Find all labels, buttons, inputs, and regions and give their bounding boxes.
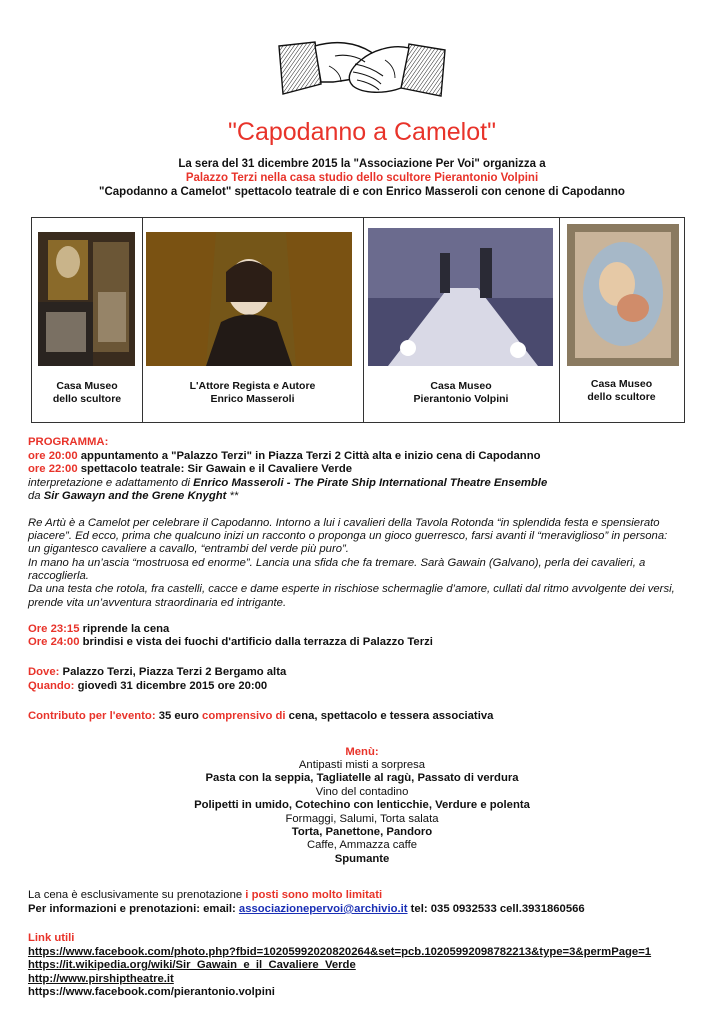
time-3: Ore 23:15	[28, 623, 80, 635]
venue-line: Palazzo Terzi nella casa studio dello scultore Pierantonio Volpini	[185, 172, 539, 184]
menu-item: Torta, Panettone, Pandoro	[291, 826, 433, 838]
photo-cell-1	[32, 218, 143, 422]
story-line-5: raccoglierla.	[28, 570, 89, 582]
date-line	[28, 680, 267, 693]
date-value: giovedì 31 dicembre 2015 ore 20:00	[74, 680, 268, 692]
event-4: brindisi e vista dei fuochi d'artificio dalla terrazza di Palazzo Terzi	[79, 636, 433, 648]
link-3[interactable]	[28, 973, 174, 986]
menu-item: Polipetti in umido, Cotechino con lenticchie, Verdure e polenta	[194, 799, 530, 812]
story-line-2: piacere”. Ed ecco, prima che qualcuno inizi un racconto o proponga un gioco guerresco, farsi avanti il “meraviglioso” in persona:	[28, 530, 668, 542]
schedule-item-4	[28, 636, 433, 649]
photo-caption-3b: Pierantonio Volpini	[413, 393, 509, 405]
page-title: "Capodanno a Camelot"	[228, 118, 496, 146]
ceiling-fresco-photo	[567, 224, 679, 366]
location-line	[28, 666, 286, 679]
location-label: Dove:	[28, 666, 60, 678]
intro-line: La sera del 31 dicembre 2015 la "Associazione Per Voi" organizza a	[178, 158, 546, 170]
source-suffix: **	[226, 490, 239, 502]
photo-cell-3	[363, 218, 560, 422]
contact-line	[28, 903, 585, 916]
photo-caption-4b: dello scultore	[587, 391, 656, 403]
handshake-logo	[275, 36, 449, 106]
email-link[interactable]: associazionepervoi@archivio.it	[238, 903, 408, 915]
menu-item: Spumante	[334, 852, 390, 865]
story-line-1: Re Artù è a Camelot per celebrare il Capodanno. Intorno a lui i cavalieri della Tavola Rotonda “in splendida festa e spensierato	[28, 517, 660, 529]
event-3: riprende la cena	[79, 623, 170, 635]
schedule-item-3	[28, 623, 169, 636]
menu-item: Antipasti misti a sorpresa	[298, 759, 426, 771]
photo-caption-4a: Casa Museo	[590, 378, 653, 390]
museum-room-photo	[38, 232, 135, 366]
link-2[interactable]	[28, 959, 356, 972]
photo-caption-1a: Casa Museo	[56, 380, 118, 392]
location-value: Palazzo Terzi, Piazza Terzi 2 Bergamo alta	[59, 666, 287, 678]
source-title: Sir Gawayn and the Grene Knyght	[43, 490, 227, 502]
photo-caption-2b: Enrico Masseroli	[210, 393, 295, 405]
programma-heading: PROGRAMMA:	[28, 436, 109, 448]
contribution-label: Contributo per l'evento:	[28, 710, 156, 722]
links-heading: Link utili	[28, 932, 75, 944]
date-label: Quando:	[28, 680, 75, 692]
contact-prefix: Per informazioni e prenotazioni: email:	[28, 903, 239, 915]
actor-photo	[146, 232, 352, 366]
dining-room-photo	[368, 228, 553, 366]
event-1: appuntamento a "Palazzo Terzi" in Piazza Terzi 2 Città alta e inizio cena di Capodanno	[77, 450, 541, 462]
facebook-photo-link[interactable]: https://www.facebook.com/photo.php?fbid=10205992020820264&set=pcb.10205992098782213&type=3&permPage=1	[28, 946, 652, 958]
photo-caption-1b: dello scultore	[52, 393, 122, 405]
contribution-items: cena, spettacolo e tessera associativa	[285, 710, 494, 722]
story-line-7: prende vita un’avventura straordinaria ed intrigante.	[28, 597, 287, 609]
event-2: spettacolo teatrale: Sir Gawain e il Cavaliere Verde	[77, 463, 353, 475]
handshake-icon	[275, 36, 449, 106]
link-4: https://www.facebook.com/pierantonio.volpini	[28, 986, 275, 998]
booking-text: La cena è esclusivamente su prenotazione	[28, 889, 246, 901]
link-1[interactable]	[28, 946, 651, 959]
contribution-includes: comprensivo di	[202, 710, 286, 722]
menu-item: Vino del contadino	[315, 785, 409, 798]
schedule-item-1	[28, 450, 541, 463]
time-1: ore 20:00	[28, 450, 78, 462]
story-line-3: un gigantesco cavaliere a cavallo, “entrambi del verde più puro”.	[28, 543, 349, 555]
wikipedia-link[interactable]: https://it.wikipedia.org/wiki/Sir_Gawain_e_il_Cavaliere_Verde	[28, 959, 356, 971]
credits-line	[28, 477, 547, 490]
pirship-link[interactable]: http://www.pirshiptheatre.it	[28, 973, 174, 985]
story-line-4: In mano ha un’ascia “mostruosa ed enorme”. Lancia una sfida che fa tremare. Sarà Gawain (Galvano), perla dei cavalieri, a	[28, 557, 646, 569]
photo-cell-2	[142, 218, 364, 422]
credits-prefix: interpretazione e adattamento di	[28, 477, 194, 489]
menu-heading: Menù:	[345, 746, 379, 758]
time-2: ore 22:00	[28, 463, 78, 475]
time-4: Ore 24:00	[28, 636, 80, 648]
booking-limited: i posti sono molto limitati	[245, 889, 383, 901]
show-line: "Capodanno a Camelot" spettacolo teatrale di e con Enrico Masseroli con cenone di Capodanno	[99, 186, 625, 198]
schedule-item-2	[28, 463, 352, 476]
booking-line	[28, 889, 382, 902]
contribution-price: 35 euro	[155, 710, 203, 722]
story-line-6: Da una testa che rotola, fra castelli, cacce e dame esperte in rischiose schermaglie d’amore, cullati dal ritmo avvolgente dei versi,	[28, 583, 675, 595]
photo-table	[31, 217, 685, 423]
contribution-line	[28, 710, 493, 723]
menu-item: Formaggi, Salumi, Torta salata	[285, 812, 439, 825]
source-line	[28, 490, 238, 503]
photo-cell-4	[559, 218, 684, 422]
photo-caption-3a: Casa Museo	[430, 380, 492, 392]
menu-item: Caffe, Ammazza caffe	[306, 839, 418, 852]
menu-item: Pasta con la seppia, Tagliatelle al ragù, Passato di verdura	[205, 772, 519, 785]
photo-caption-2a: L'Attore Regista e Autore	[189, 380, 316, 392]
credits-ensemble: Enrico Masseroli - The Pirate Ship International Theatre Ensemble	[193, 477, 548, 489]
contact-phones: tel: 035 0932533 cell.3931860566	[407, 903, 585, 915]
source-prefix: da	[28, 490, 44, 502]
